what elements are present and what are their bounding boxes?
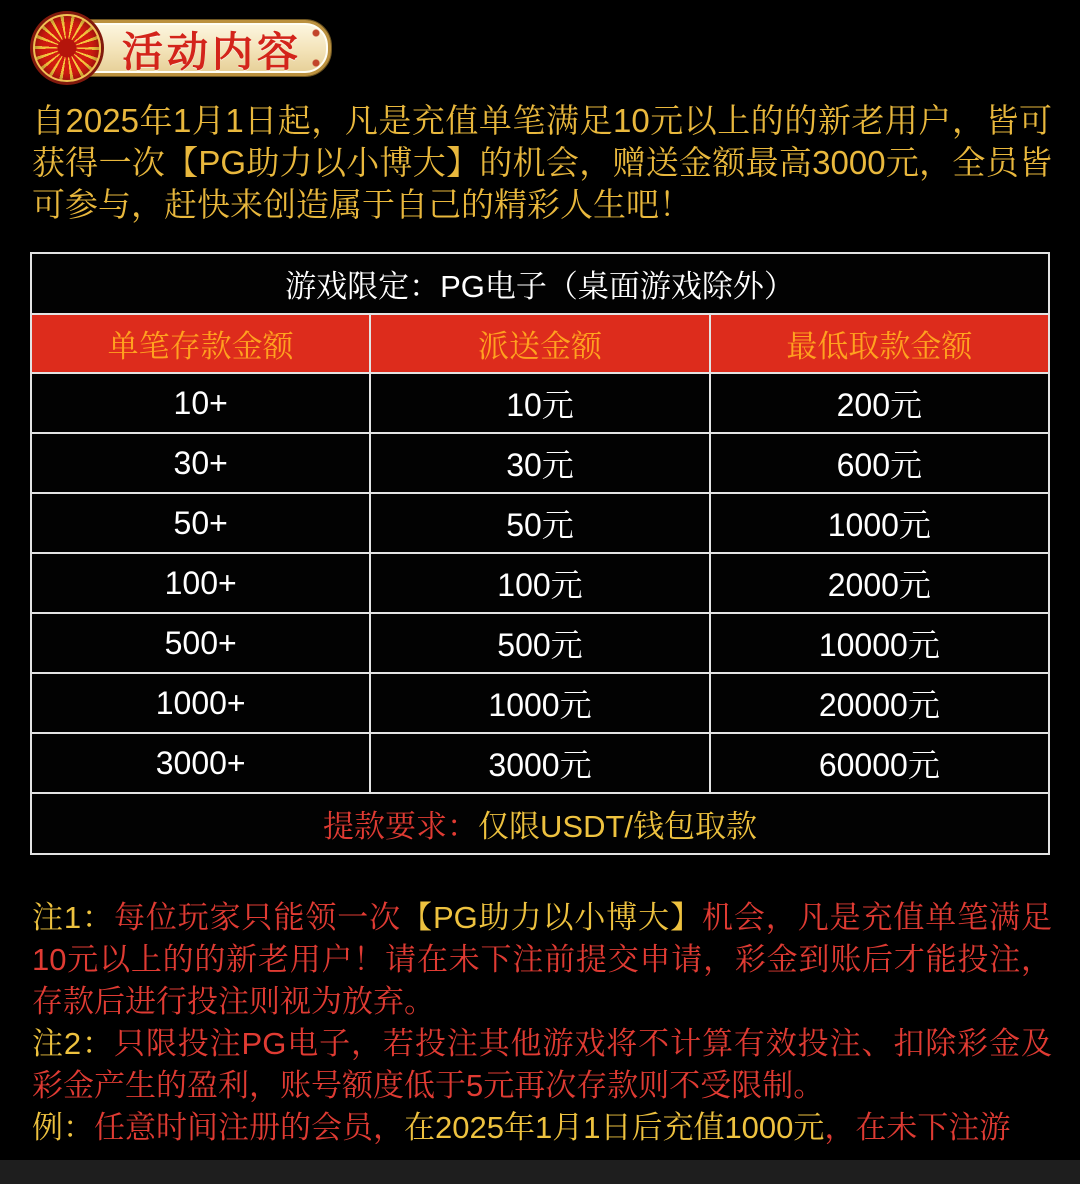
sunburst-icon [33,14,101,82]
deposit-cell: 500+ [31,613,370,673]
bonus-table [30,252,1050,855]
col-header-deposit-amount: 单笔存款金额 [31,314,370,373]
bonus-cell: 30元 [370,433,709,493]
bonus-cell: 500元 [370,613,709,673]
note-2: 注2：只限投注PG电子，若投注其他游戏将不计算有效投注、扣除彩金及彩金产生的盈利，账号额度低于5元再次存款则不受限制。 [32,1026,1052,1103]
table-row [31,493,1049,553]
note-example: 例：任意时间注册的会员，在2025年1月1日后充值1000元，在未下注游 [32,1110,1011,1145]
table-footer-row [31,793,1049,854]
col-header-min-withdrawal: 最低取款金额 [710,314,1049,373]
withdrawal-cell: 1000元 [710,493,1049,553]
deposit-cell: 3000+ [31,733,370,793]
table-title: 游戏限定：PG电子（桌面游戏除外） [31,253,1049,314]
bonus-cell: 100元 [370,553,709,613]
note-2-label: 注2： [32,1026,114,1061]
table-row [31,733,1049,793]
table-title-row [31,253,1049,314]
deposit-cell: 1000+ [31,673,370,733]
table-row [31,433,1049,493]
bonus-cell: 1000元 [370,673,709,733]
withdrawal-cell: 10000元 [710,613,1049,673]
deposit-cell: 100+ [31,553,370,613]
badge-pill [67,20,331,76]
withdrawal-cell: 600元 [710,433,1049,493]
note-1-label: 注1： [32,900,114,935]
note-1: 注1：每位玩家只能领一次【PG助力以小博大】机会，凡是充值单笔满足10元以上的的新老用户！请在未下注前提交申请，彩金到账后才能投注，存款后进行投注则视为放弃。 [32,900,1053,1019]
table-row [31,553,1049,613]
note-example-label: 例： [32,1110,94,1145]
withdrawal-cell: 20000元 [710,673,1049,733]
notes-section [32,897,1052,1149]
deposit-cell: 10+ [31,373,370,433]
deposit-cell: 30+ [31,433,370,493]
table-row [31,673,1049,733]
table-row [31,373,1049,433]
bonus-cell: 10元 [370,373,709,433]
page-title: 活动内容 [122,28,302,75]
withdrawal-cell: 60000元 [710,733,1049,793]
withdraw-requirement-label: 提款要求： [323,809,478,844]
intro-text: 自2025年1月1日起，凡是充值单笔满足10元以上的的新老用户，皆可获得一次【PG助力以小博大】的机会，赠送金额最高3000元，全员皆可参与，赶快来创造属于自己的精彩人生吧！ [32,102,1052,223]
table-row [31,613,1049,673]
deposit-cell: 50+ [31,493,370,553]
activity-header-badge [33,12,1080,84]
table-header-row [31,314,1049,373]
col-header-bonus-amount: 派送金额 [370,314,709,373]
bonus-cell: 3000元 [370,733,709,793]
promo-page [0,12,1080,1149]
withdrawal-cell: 200元 [710,373,1049,433]
next-section-divider [0,1160,1080,1184]
bonus-cell: 50元 [370,493,709,553]
withdraw-requirement-value: 仅限USDT/钱包取款 [478,809,757,844]
withdrawal-cell: 2000元 [710,553,1049,613]
